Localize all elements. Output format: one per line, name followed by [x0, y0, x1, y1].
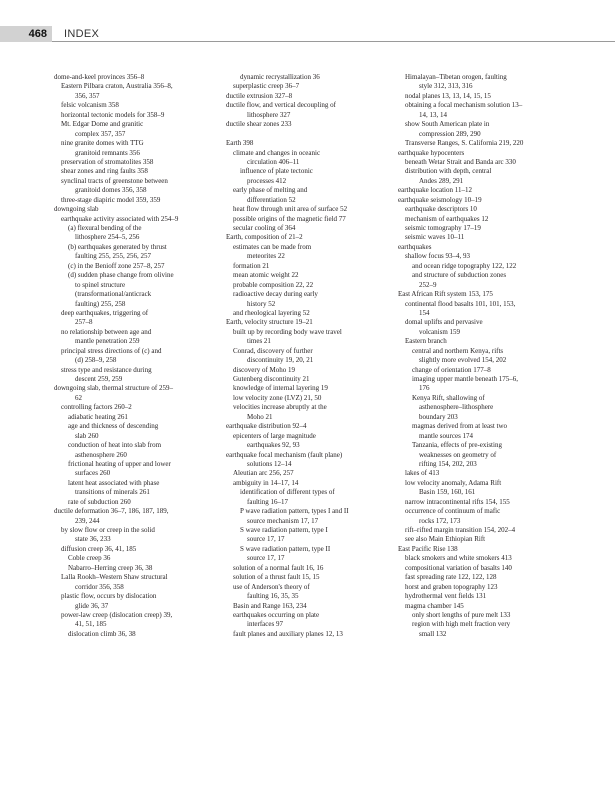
index-column-2	[226, 73, 394, 639]
index-line: frictional heating of upper and lower	[68, 459, 171, 468]
index-column-1	[54, 73, 222, 639]
index-line: complex 357, 357	[75, 129, 126, 138]
index-line: controlling factors 260–2	[61, 403, 132, 412]
index-line: granitoid remnants 356	[75, 148, 140, 157]
index-line: felsic volcanism 358	[61, 101, 119, 110]
index-line: latent heat associated with phase	[68, 478, 160, 487]
index-line: surfaces 260	[75, 469, 111, 478]
index-line: 62	[75, 393, 82, 402]
index-line: nine granite domes with TTG	[61, 139, 144, 148]
index-line: ductile flow, and vertical decoupling of	[226, 101, 336, 110]
index-line: volcanism 159	[419, 327, 461, 336]
index-line: shear zones and ring faults 358	[61, 167, 148, 176]
index-line: Andes 289, 291	[419, 176, 464, 185]
index-line: lithosphere 327	[247, 110, 291, 119]
index-line: Aleutian arc 256, 257	[233, 469, 294, 478]
index-line: boundary 203	[419, 412, 458, 421]
index-line: 14, 13, 14	[419, 110, 447, 119]
index-line: magma chamber 145	[405, 601, 464, 610]
index-line: central and northern Kenya, rifts	[412, 346, 504, 355]
index-line: seismic waves 10–11	[405, 233, 465, 242]
index-line: mantle penetration 259	[75, 337, 140, 346]
index-line: (transformational/anticrack	[75, 290, 152, 299]
index-line: Nabarro–Herring creep 36, 38	[68, 563, 153, 572]
index-line: possible origins of the magnetic field 77	[233, 214, 346, 223]
index-line: show South American plate in	[405, 120, 490, 129]
index-line: earthquakes 92, 93	[247, 441, 300, 450]
index-line: Earth 398	[226, 139, 254, 148]
index-line: ambiguity in 14–17, 14	[233, 478, 299, 487]
index-line: Conrad, discovery of further	[233, 346, 313, 355]
index-line: age and thickness of descending	[68, 422, 159, 431]
index-line: rift–rifted margin transition 154, 202–4	[405, 526, 516, 534]
index-line: earthquake descriptors 10	[405, 205, 477, 214]
index-line: earthquake hypocenters	[398, 148, 465, 157]
index-line: Coble creep 36	[68, 554, 111, 563]
index-line: fast spreading rate 122, 122, 128	[405, 573, 497, 582]
index-line: Tanzania, effects of pre-existing	[412, 441, 502, 450]
index-line: compositional variation of basalts 140	[405, 563, 512, 572]
index-line: see also Main Ethiopian Rift	[405, 535, 486, 544]
index-line: East Pacific Rise 138	[398, 544, 458, 553]
index-line: (d) 258–9, 258	[75, 356, 117, 365]
index-line: earthquake distribution 92–4	[226, 422, 307, 431]
index-line: state 36, 233	[75, 535, 111, 544]
index-line: Basin 159, 160, 161	[419, 488, 476, 497]
index-line: solution of a normal fault 16, 16	[233, 563, 324, 572]
index-line: three-stage diapiric model 359, 359	[61, 195, 161, 204]
index-line: shallow focus 93–4, 93	[405, 252, 470, 261]
index-line: power-law creep (dislocation creep) 39,	[61, 610, 173, 619]
index-line: epicenters of large magnitude	[233, 431, 316, 440]
index-line: lakes of 413	[405, 469, 440, 478]
index-line: discovery of Moho 19	[233, 365, 296, 374]
index-line: narrow intracontinental rifts 154, 155	[405, 497, 510, 506]
index-line: (a) flexural bending of the	[68, 224, 142, 232]
index-line: and ocean ridge topography 122, 122	[412, 261, 517, 270]
index-line: horizontal tectonic models for 358–9	[61, 110, 165, 119]
index-line: distribution with depth, central	[405, 167, 492, 176]
index-line: dome-and-keel provinces 356–8	[54, 73, 145, 81]
index-line: region with high melt fraction very	[412, 620, 511, 629]
index-line: earthquake location 11–12	[398, 186, 472, 195]
index-line: formation 21	[233, 261, 270, 270]
index-line: 356, 357	[75, 91, 100, 100]
index-line: weaknesses on geometry of	[419, 450, 497, 459]
index-column-3	[398, 73, 570, 639]
index-line: stress type and resistance during	[61, 365, 152, 374]
index-columns	[0, 73, 615, 793]
index-line: magmas derived from at least two	[412, 422, 508, 431]
index-line: Moho 21	[247, 412, 273, 421]
index-line: deep earthquakes, triggering of	[61, 308, 149, 317]
index-line: times 21	[247, 337, 271, 346]
index-line: probable composition 22, 22	[233, 280, 314, 289]
index-line: knowledge of internal layering 19	[233, 384, 328, 393]
index-line: transitions of minerals 261	[75, 488, 150, 497]
index-line: and structure of subduction zones	[412, 271, 507, 280]
index-line: asthenosphere 260	[75, 450, 127, 459]
index-line: history 52	[247, 299, 276, 308]
index-line: ductile shear zones 233	[226, 120, 292, 129]
index-line: imaging upper mantle beneath 175–6,	[412, 375, 518, 383]
index-line: domal uplifts and pervasive	[405, 318, 483, 327]
header-rule	[52, 41, 615, 42]
index-line: East African Rift system 153, 175	[398, 290, 493, 299]
index-line: small 132	[419, 629, 447, 638]
index-line: faulting 16–17	[247, 497, 289, 506]
index-line: glide 36, 37	[75, 601, 109, 610]
index-line: differentiation 52	[247, 195, 296, 204]
index-line: circulation 406–11	[247, 157, 300, 166]
index-line: S wave radiation pattern, type II	[240, 544, 331, 553]
index-line: horst and graben topography 123	[405, 582, 498, 591]
index-line: slab 260	[75, 431, 99, 440]
index-line: ductile extrusion 327–8	[226, 91, 293, 100]
index-line: slightly more evolved 154, 202	[419, 356, 507, 365]
index-line: Transverse Ranges, S. California 219, 220	[405, 139, 524, 148]
index-line: change of orientation 177–8	[412, 365, 491, 374]
index-line: hydrothermal vent fields 131	[405, 592, 487, 601]
index-line: seismic tomography 17–19	[405, 224, 481, 232]
index-line: conduction of heat into slab from	[68, 441, 162, 450]
index-line: earthquake activity associated with 254–9	[61, 214, 179, 223]
index-line: solution of a thrust fault 15, 15	[233, 573, 320, 582]
index-line: meteorites 22	[247, 252, 285, 261]
running-head-title: INDEX	[64, 28, 100, 40]
index-line: style 312, 313, 316	[419, 82, 473, 91]
index-line: 257–8	[75, 318, 93, 327]
index-line: (d) sudden phase change from olivine	[68, 271, 174, 280]
index-line: asthenosphere–lithosphere	[419, 403, 494, 412]
index-line: Gutenberg discontinuity 21	[233, 375, 310, 383]
index-line: influence of plate tectonic	[240, 167, 313, 176]
index-line: earthquake focal mechanism (fault plane)	[226, 450, 343, 459]
index-line: descent 259, 259	[75, 375, 123, 383]
index-line: dislocation climb 36, 38	[68, 629, 136, 638]
index-line: faulting) 255, 258	[75, 299, 126, 308]
index-line: rate of subduction 260	[68, 497, 131, 506]
index-line: beneath Wetar Strait and Banda arc 330	[405, 157, 516, 166]
index-line: earthquakes occurring on plate	[233, 610, 320, 619]
index-line: by slow flow or creep in the solid	[61, 526, 155, 534]
index-line: occurrence of continuum of mafic	[405, 507, 501, 516]
index-line: 239, 244	[75, 516, 100, 525]
index-line: diffusion creep 36, 41, 185	[61, 544, 137, 553]
index-line: interfaces 97	[247, 620, 283, 629]
index-line: lithosphere 254–5, 256	[75, 233, 140, 242]
index-line: mantle sources 174	[419, 431, 474, 440]
index-line: downgoing slab	[54, 205, 99, 214]
index-line: adiabatic heating 261	[68, 412, 128, 421]
index-line: fault planes and auxiliary planes 12, 13	[233, 629, 343, 638]
index-line: Basin and Range 163, 234	[233, 601, 307, 610]
index-line: ductile deformation 36–7, 186, 187, 189,	[54, 507, 169, 516]
index-line: solutions 12–14	[247, 459, 292, 468]
index-line: earthquakes	[398, 242, 432, 251]
index-line: radioactive decay during early	[233, 290, 318, 299]
index-line: velocities increase abruptly at the	[233, 403, 327, 412]
index-line: Earth, composition of 21–2	[226, 233, 303, 242]
index-line: estimates can be made from	[233, 242, 312, 251]
index-line: dynamic recrystallization 36	[240, 73, 320, 81]
running-header	[0, 26, 615, 42]
index-line: mean atomic weight 22	[233, 271, 299, 280]
index-line: Lalla Rookh–Western Shaw structural	[61, 573, 168, 582]
index-line: Earth, velocity structure 19–21	[226, 318, 313, 327]
index-line	[226, 130, 394, 139]
index-line: only short lengths of pure melt 133	[412, 610, 511, 619]
index-line: faulting 16, 35, 35	[247, 592, 299, 601]
index-line: secular cooling of 364	[233, 224, 296, 232]
index-line: obtaining a focal mechanism solution 13–	[405, 101, 523, 110]
index-line: discontinuity 19, 20, 21	[247, 356, 314, 365]
index-line: downgoing slab, thermal structure of 259–	[54, 384, 173, 393]
index-line: Kenya Rift, shallowing of	[412, 393, 485, 402]
index-line: climate and changes in oceanic	[233, 148, 321, 157]
index-line: corridor 356, 358	[75, 582, 124, 591]
page-number: 468	[0, 26, 52, 42]
index-line: continental flood basalts 101, 101, 153,	[405, 299, 516, 308]
index-line: use of Anderson's theory of	[233, 582, 310, 591]
index-line: nodal planes 13, 13, 14, 15, 15	[405, 91, 491, 100]
index-line: granitoid domes 356, 358	[75, 186, 147, 195]
index-line: superplastic creep 36–7	[233, 82, 300, 91]
index-line: and rheological layering 52	[233, 308, 310, 317]
index-line: identification of different types of	[240, 488, 335, 497]
index-line: preservation of stromatolites 358	[61, 157, 154, 166]
index-line: Eastern branch	[405, 337, 447, 346]
index-line: 41, 51, 185	[75, 620, 107, 629]
index-line: rocks 172, 173	[419, 516, 461, 525]
index-line: black smokers and white smokers 413	[405, 554, 512, 563]
index-line: (b) earthquakes generated by thrust	[68, 242, 167, 251]
index-line: (c) in the Benioff zone 257–8, 257	[68, 261, 165, 270]
index-line: source mechanism 17, 17	[247, 516, 319, 525]
index-line: low velocity zone (LVZ) 21, 50	[233, 393, 322, 402]
index-line: early phase of melting and	[233, 186, 308, 195]
index-line: no relationship between age and	[61, 327, 152, 336]
index-line: S wave radiation pattern, type I	[240, 526, 328, 534]
index-line: processes 412	[247, 176, 287, 185]
index-line: heat flow through unit area of surface 52	[233, 205, 348, 214]
index-line: 176	[419, 384, 430, 393]
index-line: P wave radiation pattern, types I and II	[240, 507, 349, 516]
index-line: faulting 255, 255, 256, 257	[75, 252, 152, 261]
index-line: synclinal tracts of greenstone between	[61, 176, 168, 185]
index-line: principal stress directions of (c) and	[61, 346, 162, 355]
index-line: rifting 154, 202, 203	[419, 459, 477, 468]
index-line: built up by recording body wave travel	[233, 327, 342, 336]
index-line: low velocity anomaly, Adama Rift	[405, 478, 502, 487]
index-line: Himalayan–Tibetan orogen, faulting	[405, 73, 507, 81]
index-line: compression 289, 290	[419, 129, 481, 138]
index-line: mechanism of earthquakes 12	[405, 214, 489, 223]
index-line: source 17, 17	[247, 535, 285, 544]
index-line: Mt. Edgar Dome and granitic	[61, 120, 144, 129]
index-line: 252–9	[419, 280, 437, 289]
index-line: Eastern Pilbara craton, Australia 356–8,	[61, 82, 173, 91]
index-line: 154	[419, 308, 430, 317]
index-line: source 17, 17	[247, 554, 285, 563]
index-line: earthquake seismology 10–19	[398, 195, 482, 204]
index-line: plastic flow, occurs by dislocation	[61, 592, 157, 601]
index-line: to spinel structure	[75, 280, 126, 289]
